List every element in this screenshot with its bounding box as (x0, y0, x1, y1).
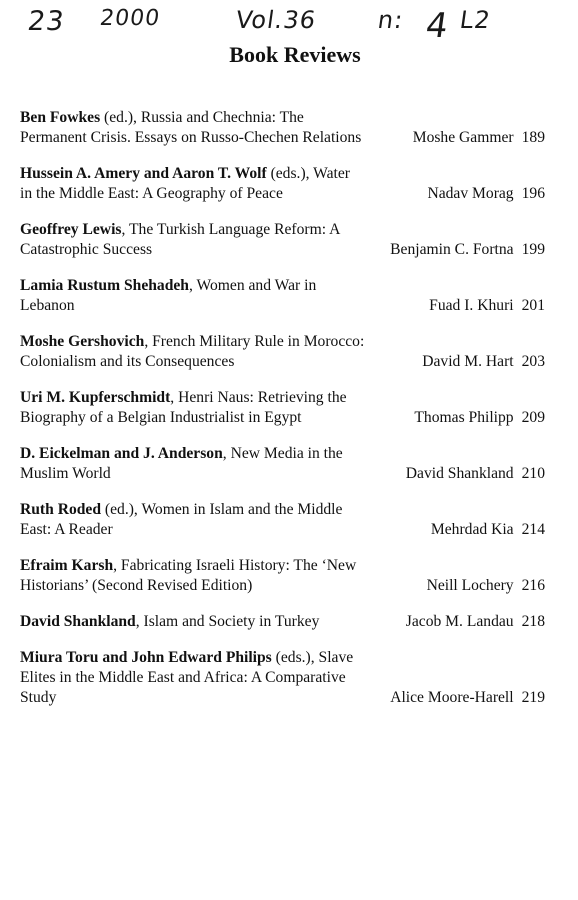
review-entry (20, 444, 545, 484)
page-number: 210 (521, 465, 545, 482)
review-entry (20, 164, 545, 204)
review-entry (20, 276, 545, 316)
handwritten-number: 23 (25, 6, 67, 37)
reviewer-name: Thomas Philipp (414, 409, 514, 426)
book-citation (20, 648, 365, 708)
book-author: Ben Fowkes (20, 109, 101, 126)
book-author: Hussein A. Amery and Aaron T. Wolf (20, 165, 267, 182)
review-meta (390, 688, 545, 708)
page-number: 189 (521, 129, 545, 146)
book-citation (20, 276, 365, 316)
reviewer-name: Nadav Morag (427, 185, 514, 202)
reviewer-name: Moshe Gammer (412, 129, 514, 146)
review-entry (20, 648, 545, 708)
review-meta (431, 520, 545, 540)
book-author: Efraim Karsh (20, 557, 114, 574)
book-author: David Shankland (20, 613, 136, 630)
review-entry (20, 388, 545, 428)
book-author: Uri M. Kupferschmidt (20, 389, 171, 406)
reviewer-name: Alice Moore-Harell (390, 689, 514, 706)
book-citation (20, 332, 365, 372)
handwritten-annotation (25, 6, 568, 46)
handwritten-n-label: n: (376, 6, 406, 34)
review-meta (429, 296, 545, 316)
book-citation (20, 556, 365, 596)
page-number: 209 (521, 409, 545, 426)
review-list (20, 108, 545, 724)
page-number: 203 (521, 353, 545, 370)
reviewer-name: Fuad I. Khuri (429, 297, 514, 314)
reviewer-name: David Shankland (405, 465, 514, 482)
reviewer-name: David M. Hart (422, 353, 514, 370)
page-title: Book Reviews (229, 42, 361, 67)
book-title: , Islam and Society in Turkey (135, 613, 320, 630)
book-title: , Henri Naus: Retrieving the Biography of a Belgian Industrialist in Egypt (20, 389, 347, 426)
book-author: Moshe Gershovich (20, 333, 145, 350)
review-entry (20, 332, 545, 372)
handwritten-issue: 4 (423, 6, 452, 46)
page-number: 199 (521, 241, 545, 258)
review-entry (20, 220, 545, 260)
handwritten-year: 2000 (98, 6, 162, 31)
review-meta (390, 240, 545, 260)
page-number: 196 (521, 185, 545, 202)
page-number: 216 (521, 577, 545, 594)
book-title: , The Turkish Language Reform: A Catastrophic Success (20, 221, 340, 258)
book-title: (eds.), Slave Elites in the Middle East and Africa: A Comparative Study (20, 649, 354, 706)
page-number: 214 (521, 521, 545, 538)
book-author: Geoffrey Lewis (20, 221, 122, 238)
book-citation (20, 388, 365, 428)
book-title: (eds.), Water in the Middle East: A Geography of Peace (20, 165, 350, 202)
reviewer-name: Jacob M. Landau (405, 613, 514, 630)
handwritten-volume: Vol.36 (234, 6, 319, 34)
page-number: 201 (521, 297, 545, 314)
review-entry (20, 612, 545, 632)
reviewer-name: Mehrdad Kia (430, 521, 514, 538)
book-title: , French Military Rule in Morocco: Colonialism and its Consequences (20, 333, 365, 370)
handwritten-code: L2 (458, 6, 493, 34)
book-citation (20, 164, 365, 204)
book-author: Ruth Roded (20, 501, 102, 518)
review-meta (414, 408, 545, 428)
book-title: (ed.), Russia and Chechnia: The Permanent Crisis. Essays on Russo-Chechen Relations (20, 109, 362, 146)
page-number: 218 (521, 613, 545, 630)
book-title: , New Media in the Muslim World (20, 445, 343, 482)
review-entry (20, 556, 545, 596)
book-citation (20, 444, 365, 484)
review-meta (427, 184, 545, 204)
book-author: D. Eickelman and J. Anderson (20, 445, 223, 462)
review-entry (20, 108, 545, 148)
book-author: Lamia Rustum Shehadeh (20, 277, 189, 294)
book-author: Miura Toru and John Edward Philips (20, 649, 272, 666)
review-meta (406, 464, 545, 484)
book-citation (20, 612, 365, 632)
book-title: (ed.), Women in Islam and the Middle East: A Reader (20, 501, 343, 538)
page-number: 219 (521, 689, 545, 706)
book-citation (20, 108, 365, 148)
review-meta (406, 612, 545, 632)
reviewer-name: Neill Lochery (426, 577, 514, 594)
book-title: , Women and War in Lebanon (20, 277, 317, 314)
reviewer-name: Benjamin C. Fortna (390, 241, 514, 258)
book-citation (20, 500, 365, 540)
review-meta (413, 128, 545, 148)
review-entry (20, 500, 545, 540)
book-title: , Fabricating Israeli History: The ‘New Historians’ (Second Revised Edition) (20, 557, 357, 594)
review-meta (422, 352, 545, 372)
book-citation (20, 220, 365, 260)
review-meta (427, 576, 545, 596)
